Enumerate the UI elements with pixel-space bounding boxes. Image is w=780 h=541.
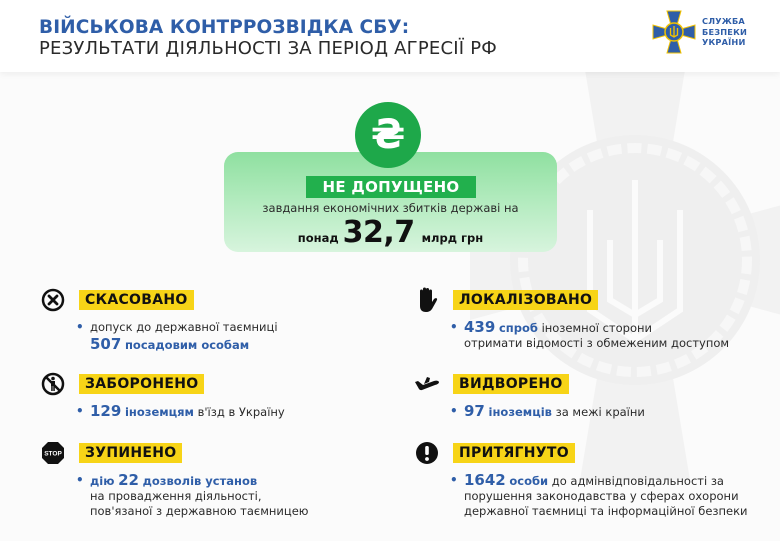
stat-label: ПРИТЯГНУТО — [453, 443, 575, 463]
stat-prosecuted — [414, 442, 748, 519]
sbu-logo — [652, 10, 747, 54]
hero-badge: НЕ ДОПУЩЕНО — [306, 176, 476, 198]
exclamation-circle-icon — [414, 440, 440, 466]
stat-description: • 97 іноземців за межі країни — [450, 402, 645, 420]
stat-number: 22 — [118, 471, 139, 489]
page-subtitle: РЕЗУЛЬТАТИ ДІЯЛЬНОСТІ ЗА ПЕРІОД АГРЕСІЇ РФ — [39, 38, 497, 59]
page-title: ВІЙСЬКОВА КОНТРРОЗВІДКА СБУ: — [39, 17, 410, 38]
hryvnia-icon: ₴ — [355, 102, 421, 168]
stat-number: 507 — [90, 335, 122, 353]
stat-description: • 439 спроб іноземної сторони отримати відомості з обмеженим доступом — [450, 318, 730, 350]
stat-localized — [414, 289, 729, 351]
stat-number: 129 — [90, 402, 122, 420]
hand-stop-icon — [414, 287, 440, 313]
stat-deported — [414, 373, 645, 420]
cancel-circle-icon — [40, 287, 66, 313]
stat-label: СКАСОВАНО — [79, 290, 194, 310]
stat-label: ЛОКАЛІЗОВАНО — [453, 290, 598, 310]
stat-label: ЗУПИНЕНО — [79, 443, 182, 463]
sbu-cross-emblem-icon — [652, 10, 696, 54]
hero-description: завдання економічних збитків державі на — [262, 201, 519, 215]
stat-prohibited — [40, 373, 285, 420]
amount-value: 32,7 — [342, 215, 415, 250]
stat-number: 439 — [464, 318, 496, 336]
stat-description: • 1642 особи до адмінвідповідальності за порушення законодавства у сферах охорони державної таємниці та інформаційної безпеки — [450, 471, 748, 518]
no-entry-person-icon — [40, 371, 66, 397]
stat-stopped — [40, 442, 308, 519]
hero-amount — [224, 215, 557, 250]
stat-description: • 129 іноземцям в'їзд в Україну — [76, 402, 285, 420]
stat-label: ВИДВОРЕНО — [453, 374, 569, 394]
airplane-departure-icon — [414, 371, 440, 397]
stat-number: 1642 — [464, 471, 506, 489]
svg-text:STOP: STOP — [44, 450, 62, 458]
stat-cancelled — [40, 289, 278, 353]
amount-prefix: понад — [297, 231, 339, 245]
logo-text: СЛУЖБА БЕЗПЕКИ УКРАЇНИ — [702, 16, 748, 48]
amount-unit: млрд грн — [421, 231, 484, 245]
stop-sign-icon — [40, 440, 66, 466]
stat-description: • допуск до державної таємниці 507 посадовим особам — [76, 320, 278, 353]
stat-label: ЗАБОРОНЕНО — [79, 374, 204, 394]
stat-description: • дію 22 дозволів установ на провадження діяльності, пов'язаної з державною таємницею — [76, 471, 309, 518]
stat-number: 97 — [464, 402, 485, 420]
header — [0, 0, 780, 72]
